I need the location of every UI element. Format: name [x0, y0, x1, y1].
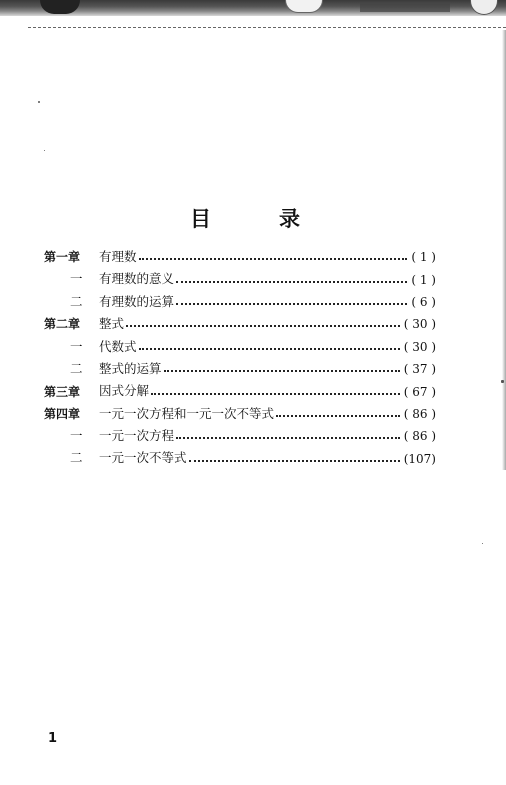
toc-number: 第四章	[44, 406, 81, 421]
toc-page: ( 6 )	[411, 294, 436, 309]
toc-page: ( 1 )	[411, 250, 436, 265]
toc-title: 整式	[99, 316, 125, 332]
toc-row-chapter-4	[44, 403, 436, 425]
toc-number: 一	[70, 338, 83, 354]
dot-leader	[176, 303, 407, 305]
toc-number: 一	[70, 428, 83, 444]
toc-row-section	[44, 358, 436, 380]
dot-leader	[164, 370, 400, 372]
scan-speck	[482, 543, 483, 544]
scan-artifact	[360, 2, 450, 12]
dot-leader	[176, 281, 407, 283]
toc-title: 一元一次方程	[99, 428, 175, 444]
toc-number: 二	[70, 450, 83, 466]
toc-title: 一元一次方程和一元一次不等式	[99, 405, 275, 421]
toc-row-section	[44, 448, 436, 470]
dot-leader	[139, 258, 408, 260]
toc-number: 第三章	[44, 384, 81, 399]
scan-speck	[44, 150, 45, 151]
toc-number: 第二章	[44, 317, 81, 332]
toc-title: 一元一次不等式	[99, 450, 187, 466]
toc-page: ( 37 )	[403, 362, 436, 377]
toc-page: ( 86 )	[403, 429, 436, 444]
dot-leader	[176, 437, 400, 439]
dot-leader	[189, 460, 400, 462]
dot-leader	[126, 325, 400, 327]
toc-row-chapter-3	[44, 380, 436, 402]
toc-page: ( 1 )	[411, 272, 436, 287]
toc-row-chapter-1	[44, 246, 436, 268]
scan-speck	[501, 380, 504, 383]
toc-title: 因式分解	[99, 383, 150, 399]
toc-page: ( 86 )	[403, 406, 436, 421]
scan-speck	[38, 101, 40, 103]
toc-number: 二	[70, 293, 83, 309]
page-number: 1	[48, 731, 58, 746]
toc-title: 有理数	[99, 248, 137, 264]
header-rule	[28, 27, 506, 28]
dot-leader	[139, 348, 400, 350]
page-edge-shadow	[502, 30, 506, 470]
title-char-2: 录	[279, 207, 300, 231]
toc-page: ( 30 )	[403, 339, 436, 354]
toc-number: 一	[70, 271, 83, 287]
toc-number: 第一章	[44, 250, 81, 265]
toc-page: ( 67 )	[403, 384, 436, 399]
title-char-1: 目	[190, 207, 211, 231]
toc-number: 二	[70, 360, 83, 376]
toc-title: 有理数的运算	[99, 293, 175, 309]
toc-page: ( 30 )	[403, 317, 436, 332]
table-of-contents	[44, 246, 436, 470]
toc-row-section	[44, 291, 436, 313]
toc-title: 代数式	[99, 338, 137, 354]
toc-title: 整式的运算	[99, 360, 162, 376]
toc-row-section	[44, 268, 436, 290]
toc-row-section	[44, 336, 436, 358]
dot-leader	[151, 393, 400, 395]
page-title	[190, 203, 300, 233]
toc-row-chapter-2	[44, 313, 436, 335]
dot-leader	[276, 415, 400, 417]
toc-title: 有理数的意义	[99, 271, 175, 287]
toc-page: (107)	[403, 451, 436, 466]
toc-row-section	[44, 425, 436, 447]
